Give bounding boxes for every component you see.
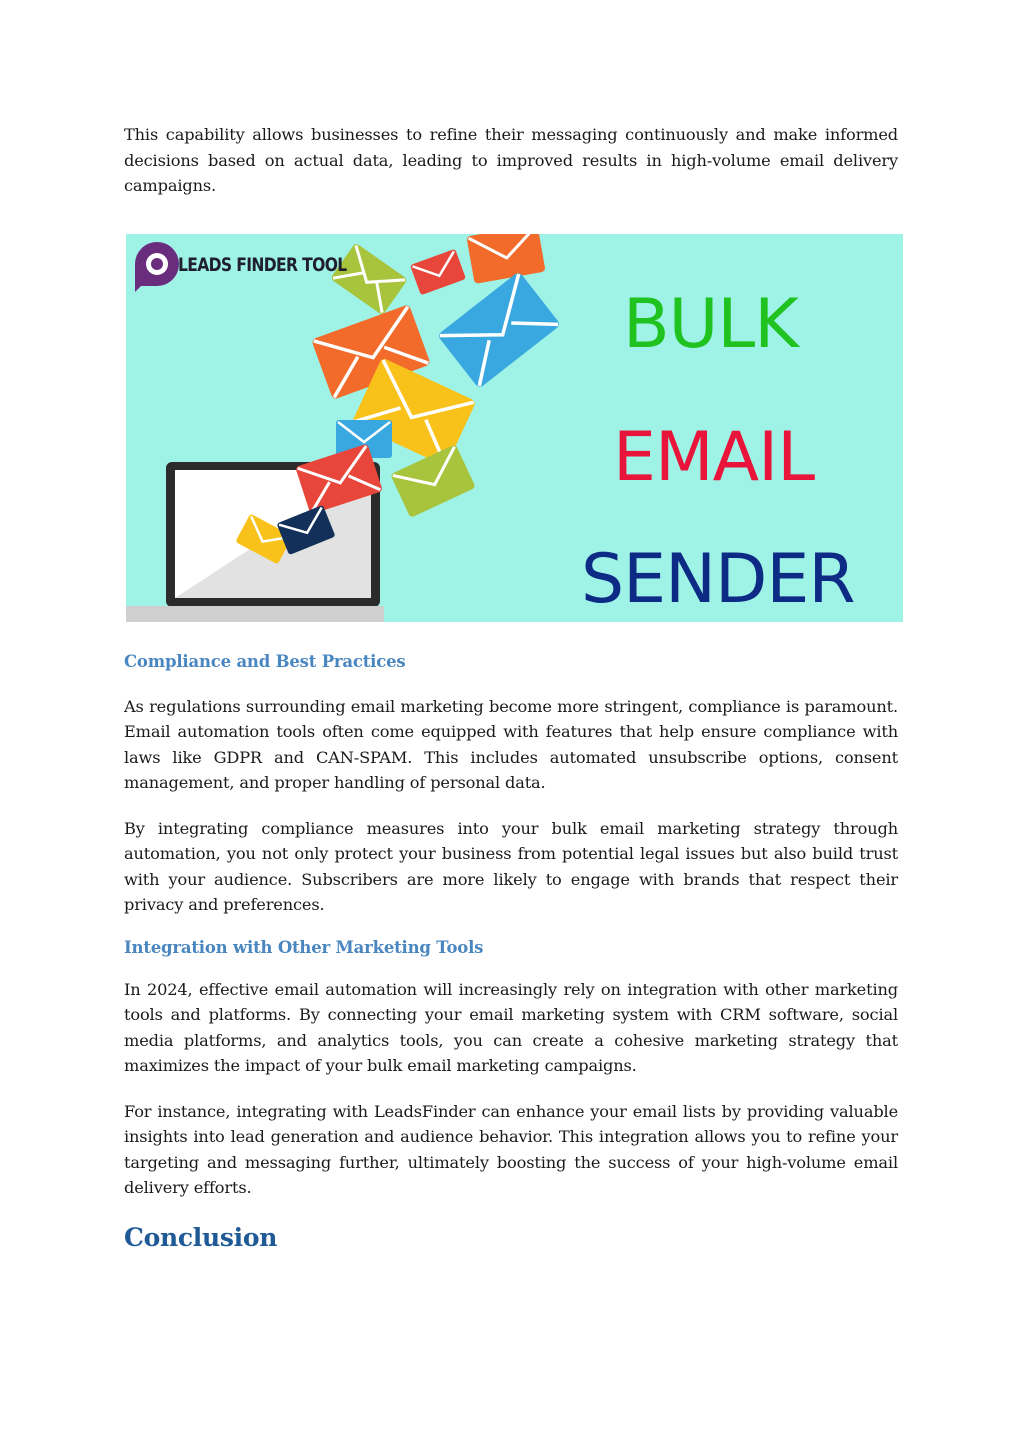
document-page xyxy=(124,122,898,1252)
conclusion-heading: Conclusion xyxy=(124,1222,278,1252)
integration-paragraph-1: In 2024, effective email automation will increasingly rely on integration with other marketing tools and platforms. By connecting your email marketing system with CRM software, social media platforms, and analytics tools, you can create a cohesive marketing strategy that maximizes the impact of your bulk email marketing campaigns. xyxy=(124,979,898,1075)
banner-word-sender: SENDER xyxy=(581,539,855,619)
banner-word-email: EMAIL xyxy=(613,417,815,497)
compliance-heading: Compliance and Best Practices xyxy=(124,651,406,671)
integration-heading: Integration with Other Marketing Tools xyxy=(124,937,484,957)
banner-word-bulk: BULK xyxy=(623,284,798,364)
logo-text: LEADS FINDER TOOL xyxy=(178,253,347,276)
logo-icon xyxy=(135,242,179,292)
intro-paragraph: This capability allows businesses to refine their messaging continuously and make informed decisions based on actual data, leading to improved results in high-volume email delivery campaigns. xyxy=(124,125,898,195)
compliance-paragraph-2: By integrating compliance measures into your bulk email marketing strategy through automation, you not only protect your business from potential legal issues but also build trust with your audience. Subscribers are more likely to engage with brands that respect their privacy and preferences. xyxy=(124,818,898,914)
compliance-paragraph-1: As regulations surrounding email marketing become more stringent, compliance is paramount. Email automation tools often come equipped with features that help ensure compliance with laws like GDPR and CAN-SPAM. This includes automated unsubscribe options, consent management, and proper handling of personal data. xyxy=(124,696,898,792)
bulk-email-banner xyxy=(126,234,903,622)
integration-paragraph-2: For instance, integrating with LeadsFinder can enhance your email lists by providing valuable insights into lead generation and audience behavior. This integration allows you to refine your targeting and messaging further, ultimately boosting the success of your high-volume email delivery efforts. xyxy=(124,1101,898,1197)
